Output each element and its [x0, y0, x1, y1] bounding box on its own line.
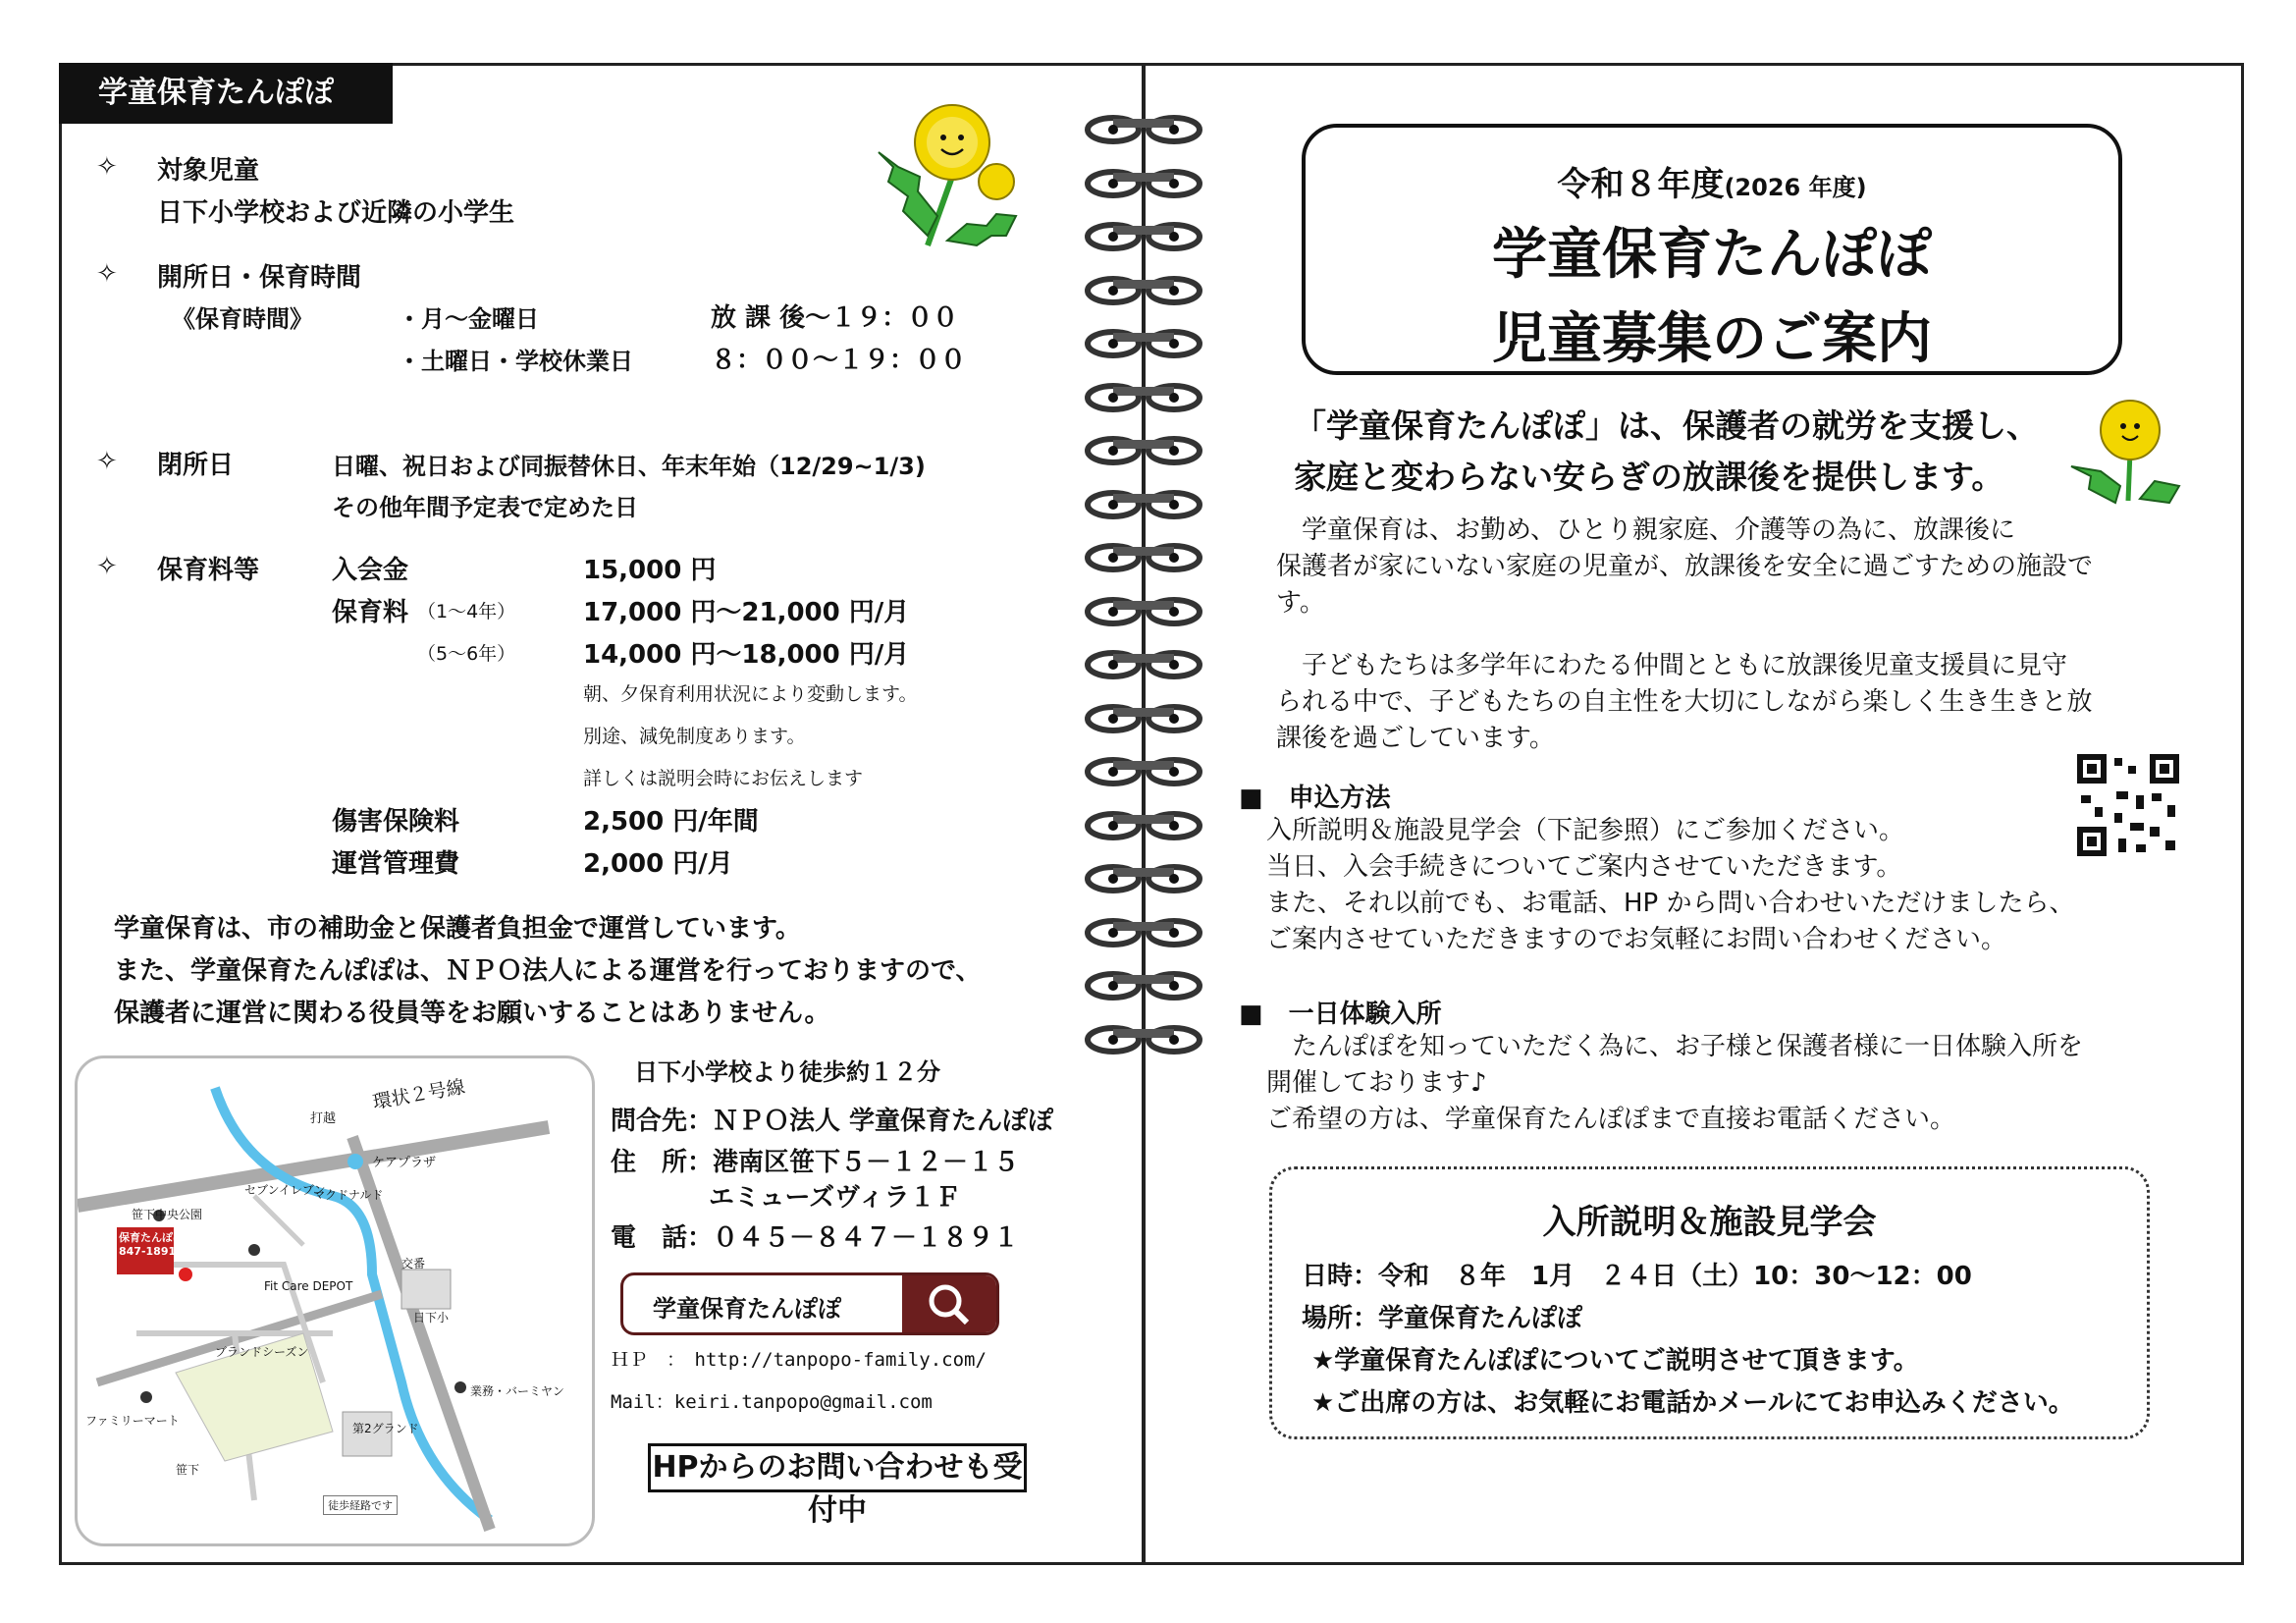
map-road-label: 環状２号線 — [371, 1075, 467, 1114]
spiral-ring — [1080, 324, 1207, 363]
bullet-icon: ✧ — [96, 259, 118, 289]
apply-heading: ■ 申込方法 — [1239, 784, 1391, 813]
spiral-ring — [1080, 538, 1207, 577]
contact-address2: エミューズヴィラ１Ｆ — [709, 1183, 961, 1213]
event-box — [1269, 1166, 2150, 1439]
homepage-link[interactable]: ＨＰ ： http://tanpopo-family.com/ — [611, 1349, 987, 1371]
hp-inquiry-badge: HPからのお問い合わせも受付中 — [648, 1443, 1027, 1492]
map-label: マクドナルド — [313, 1188, 384, 1202]
spiral-ring — [1080, 859, 1207, 898]
admin-fee-label: 運営管理費 — [332, 849, 460, 879]
map-label: 業務・バーミヤン — [470, 1384, 564, 1398]
tuition-grade2: （5～6年） — [417, 643, 516, 665]
year-line: 令和８年度(2026 年度) — [1557, 165, 1867, 204]
title-box — [1302, 124, 2122, 375]
hours-row1-day: ・月～金曜日 — [398, 305, 539, 333]
insurance-label: 傷害保険料 — [332, 807, 460, 837]
event-title: 入所説明＆施設見学会 — [1542, 1203, 1877, 1242]
map-legend: 徒歩経路です — [323, 1495, 398, 1515]
bullet-icon: ✧ — [96, 152, 118, 182]
event-note1: ★学童保育たんぽぽについてご説明させて頂きます。 — [1311, 1346, 1919, 1376]
event-note2: ★ご出席の方は、お気軽にお電話かメールにてお申込みください。 — [1311, 1388, 2074, 1418]
search-icon — [902, 1275, 996, 1332]
map-label: 笹下中央公園 — [132, 1208, 203, 1221]
hours-row1-time: 放 課 後～１９：００ — [711, 303, 959, 333]
spiral-ring — [1080, 592, 1207, 631]
map-label: セブンイレブン — [244, 1183, 326, 1197]
fee-note1: 朝、夕保育利用状況により変動します。 — [583, 683, 918, 705]
tuition-label: 保育料 — [332, 598, 409, 627]
map-label: ブランドシーズン — [215, 1345, 309, 1359]
page-subtitle: 児童募集のご案内 — [1492, 307, 1932, 371]
apply-text: 入所説明＆施設見学会（下記参照）にご参加ください。 当日、入会手続きについてご案内させていただきます。 また、それ以前でも、お電話、HP から問い合わせいただけましたら、 ご案内させていただきますのでお気軽にお問い合わせください。 — [1266, 816, 2075, 954]
bullet-icon: ✧ — [96, 447, 118, 476]
access-map — [75, 1055, 595, 1546]
hours-label: 開所日・保育時間 — [157, 263, 362, 293]
trial-heading: ■ 一日体験入所 — [1239, 1000, 1442, 1029]
spiral-ring — [1080, 645, 1207, 684]
hours-sub-label: 《保育時間》 — [172, 305, 313, 333]
spiral-ring — [1080, 806, 1207, 845]
intro-paragraph1: 学童保育は、お勤め、ひとり親家庭、介護等の為に、放課後に 保護者が家にいない家庭の児童が、放課後を安全に過ごすための施設で す。 — [1276, 515, 2094, 618]
contact-tel: 電 話：０４５－８４７－１８９１ — [611, 1223, 1020, 1253]
entry-fee-label: 入会金 — [332, 556, 409, 585]
walk-time: 日下小学校より徒歩約１２分 — [634, 1058, 940, 1086]
section-tab: 学童保育たんぽぽ — [59, 63, 393, 124]
spiral-ring — [1080, 431, 1207, 470]
spiral-ring — [1080, 110, 1207, 149]
dandelion-small-illustration — [2061, 393, 2189, 511]
insurance-value: 2,500 円/年間 — [583, 807, 759, 837]
map-nursery-label: 保育たんぽぽ 847-1891 — [119, 1231, 184, 1258]
spiral-ring — [1080, 752, 1207, 791]
hours-row2-day: ・土曜日・学校休業日 — [398, 348, 633, 375]
closed-line2: その他年間予定表で定めた日 — [332, 494, 638, 521]
statement-line2: また、学童保育たんぽぽは、ＮＰＯ法人による運営を行っておりますので、 — [114, 956, 982, 986]
fee-note3: 詳しくは説明会時にお伝えします — [583, 768, 864, 789]
qr-code-icon[interactable] — [2077, 754, 2179, 856]
map-label: ファミリーマート — [85, 1414, 180, 1428]
search-text: 学童保育たんぽぽ — [653, 1295, 841, 1323]
map-label: ケアプラザ — [372, 1156, 437, 1170]
lead-line2: 家庭と変わらない安らぎの放課後を提供します。 — [1294, 458, 2004, 496]
admin-fee-value: 2,000 円/月 — [583, 849, 733, 879]
contact-org: 問合先：ＮＰＯ法人 学童保育たんぽぽ — [611, 1107, 1054, 1136]
fees-label: 保育料等 — [157, 556, 260, 585]
closed-line1: 日曜、祝日および同振替休日、年末年始（12/29~1/3) — [332, 453, 926, 480]
spiral-ring — [1080, 378, 1207, 417]
search-box[interactable] — [620, 1272, 999, 1335]
search-button[interactable] — [902, 1275, 996, 1332]
lead-line1: 「学童保育たんぽぽ」は、保護者の就労を支援し、 — [1294, 406, 2039, 445]
spiral-ring — [1080, 966, 1207, 1005]
target-label: 対象児童 — [157, 156, 260, 186]
event-place: 場所：学童保育たんぽぽ — [1302, 1304, 1583, 1333]
spiral-ring — [1080, 217, 1207, 256]
closed-label: 閉所日 — [157, 451, 235, 480]
map-label: 笹下 — [176, 1463, 200, 1477]
tuition-value2: 14,000 円～18,000 円/月 — [583, 640, 910, 670]
entry-fee-value: 15,000 円 — [583, 556, 717, 585]
contact-address1: 住 所：港南区笹下５－１２－１５ — [611, 1148, 1020, 1177]
hours-row2-time: ８：００～１９：００ — [711, 346, 967, 375]
tuition-grade1: （1～4年） — [417, 601, 516, 622]
spiral-ring — [1080, 1020, 1207, 1059]
spiral-ring — [1080, 699, 1207, 738]
page-title: 学童保育たんぽぽ — [1492, 223, 1932, 287]
map-label: Fit Care DEPOT — [264, 1279, 353, 1293]
spiral-ring — [1080, 913, 1207, 952]
event-date: 日時：令和 ８年 1月 ２４日（土）10：30～12：00 — [1302, 1262, 1972, 1291]
statement-line3: 保護者に運営に関わる役員等をお願いすることはありません。 — [114, 999, 830, 1028]
spiral-ring — [1080, 485, 1207, 524]
dandelion-illustration — [859, 98, 1031, 255]
statement-line1: 学童保育は、市の補助金と保護者負担金で運営しています。 — [114, 914, 801, 944]
map-label: 日下小 — [413, 1311, 450, 1325]
trial-text: たんぽぽを知っていただく為に、お子様と保護者様に一日体験入所を 開催しております♪ ご希望の方は、学童保育たんぽぽまで直接お電話ください。 — [1266, 1032, 2084, 1134]
tuition-value1: 17,000 円～21,000 円/月 — [583, 598, 910, 627]
fee-note2: 別途、減免制度あります。 — [583, 726, 806, 747]
map-label: 第2グランド — [352, 1422, 419, 1435]
email-link[interactable]: Mail：keiri.tanpopo@gmail.com — [611, 1391, 933, 1413]
map-label: 交番 — [401, 1257, 426, 1271]
spiral-ring — [1080, 271, 1207, 310]
map-label: 打越 — [310, 1111, 337, 1126]
target-value: 日下小学校および近隣の小学生 — [157, 198, 515, 228]
intro-paragraph2: 子どもたちは多学年にわたる仲間とともに放課後児童支援員に見守 られる中で、子どもたちの自主性を大切にしながら楽しく生き生きと放 課後を過ごしています。 — [1276, 651, 2093, 753]
spiral-ring — [1080, 164, 1207, 203]
bullet-icon: ✧ — [96, 552, 118, 581]
